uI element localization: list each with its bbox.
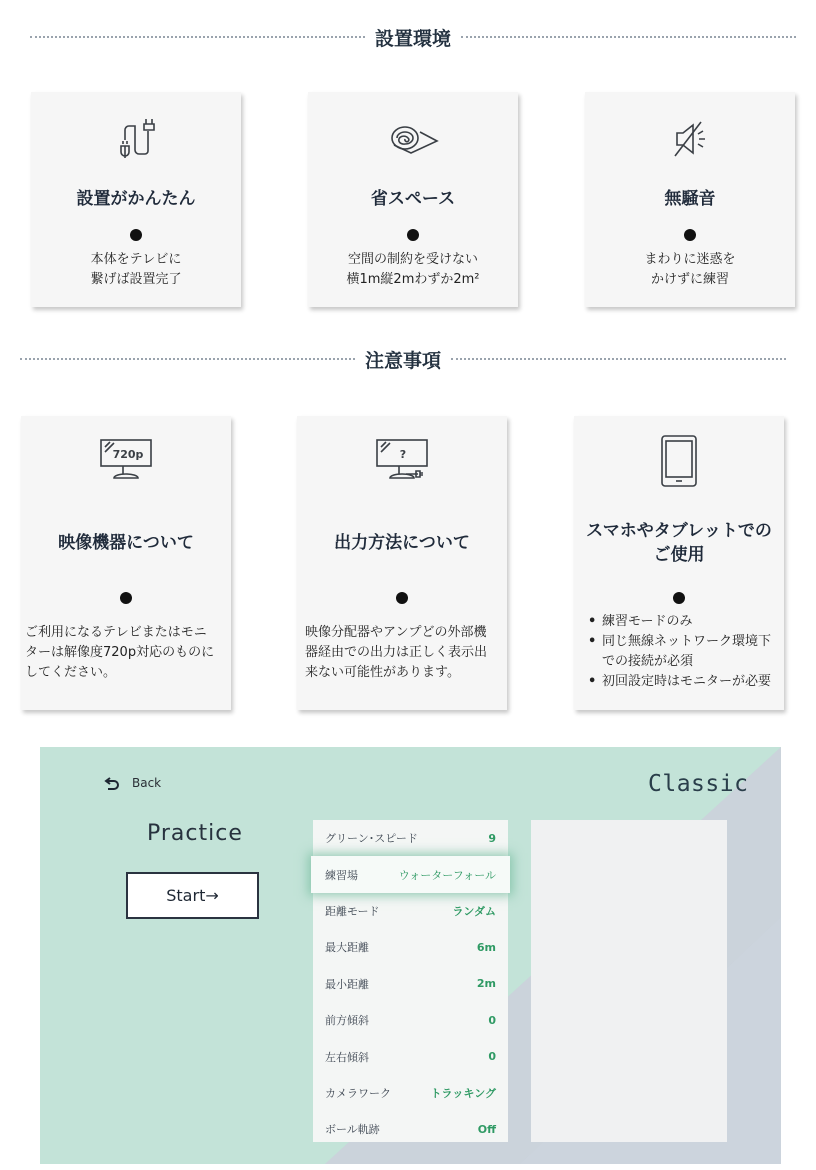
list-item: • 初回設定時はモニターが必要	[584, 672, 778, 692]
mode-title: Classic	[648, 771, 749, 797]
bullet-dot	[396, 592, 408, 604]
section-title: 注意事項	[365, 349, 442, 372]
bullet-dot	[673, 592, 685, 604]
setting-row-side-slope[interactable]: 左右傾斜 0	[325, 1050, 496, 1064]
preview-panel	[531, 820, 727, 1142]
card-description: 本体をテレビに 繋げば設置完了	[90, 252, 182, 287]
setting-row-max-distance[interactable]: 最大距離 6m	[325, 940, 496, 955]
card-description: まわりに迷惑を かけずに練習	[644, 252, 736, 287]
card-description: 映像分配器やアンプどの外部機 器経由での出力は正しく表示出 来ない可能性があります。	[305, 625, 488, 680]
monitor-question-icon	[297, 434, 507, 484]
section-title: 設置環境	[375, 27, 452, 50]
dotted-divider	[451, 358, 786, 360]
svg-text:720p: 720p	[112, 448, 144, 461]
start-button[interactable]: Start→	[126, 872, 259, 919]
setting-row-min-distance[interactable]: 最小距離 2m	[325, 977, 496, 991]
settings-list	[313, 820, 508, 1142]
feature-card-silent	[585, 92, 795, 307]
rolled-mat-icon	[308, 114, 518, 164]
card-title: 設置がかんたん	[76, 189, 196, 209]
card-description: ご利用になるテレビまたはモニ ターは解像度720p対応のものに してください。	[25, 625, 215, 680]
setting-row-green-speed[interactable]: グリーン･スピード 9	[325, 831, 496, 846]
bullet-dot	[407, 229, 419, 241]
dotted-divider	[30, 36, 365, 38]
list-item: • 練習モードのみ	[584, 612, 778, 632]
back-arrow-icon	[104, 775, 122, 791]
section-header-notes	[20, 344, 786, 374]
setting-row-front-slope[interactable]: 前方傾斜 0	[325, 1013, 496, 1028]
list-item: • 同じ無線ネットワーク環境下 での接続が必須	[584, 632, 778, 672]
page-title: Practice	[147, 821, 243, 846]
setting-row-ball-trail[interactable]: ボール軌跡 Off	[325, 1122, 496, 1137]
practice-screen	[40, 747, 781, 1164]
dotted-divider	[20, 358, 355, 360]
setting-row-camera-work[interactable]: カメラワーク トラッキング	[325, 1086, 496, 1100]
card-description: 空間の制約を受けない 横1m縦2mわずか2m²	[346, 252, 480, 287]
mute-speaker-icon	[585, 114, 795, 164]
section-header-setup	[30, 22, 796, 52]
svg-text:?: ?	[399, 448, 407, 461]
monitor-720p-icon	[21, 434, 231, 484]
dotted-divider	[461, 36, 796, 38]
bullet-dot	[120, 592, 132, 604]
notice-card-output	[297, 416, 507, 710]
back-button[interactable]	[104, 775, 161, 791]
card-title: 無騒音	[664, 189, 716, 209]
notice-card-video-device	[21, 416, 231, 710]
card-title: 省スペース	[370, 189, 456, 209]
bullet-dot	[130, 229, 142, 241]
feature-card-space-saving	[308, 92, 518, 307]
tablet-icon	[574, 434, 784, 490]
card-title: スマホやタブレットでの ご使用	[586, 521, 772, 565]
card-title: 出力方法について	[334, 533, 470, 553]
setting-row-distance-mode[interactable]: 距離モード ランダム	[325, 904, 496, 918]
bullet-dot	[684, 229, 696, 241]
notice-card-mobile	[574, 416, 784, 710]
setting-row-practice-range[interactable]: 練習場 ウォーターフォール	[311, 856, 510, 892]
card-bullet-list	[574, 612, 784, 692]
card-title: 映像機器について	[58, 533, 194, 553]
plug-icon	[31, 114, 241, 164]
back-label: Back	[132, 776, 162, 790]
feature-card-easy-setup	[31, 92, 241, 307]
